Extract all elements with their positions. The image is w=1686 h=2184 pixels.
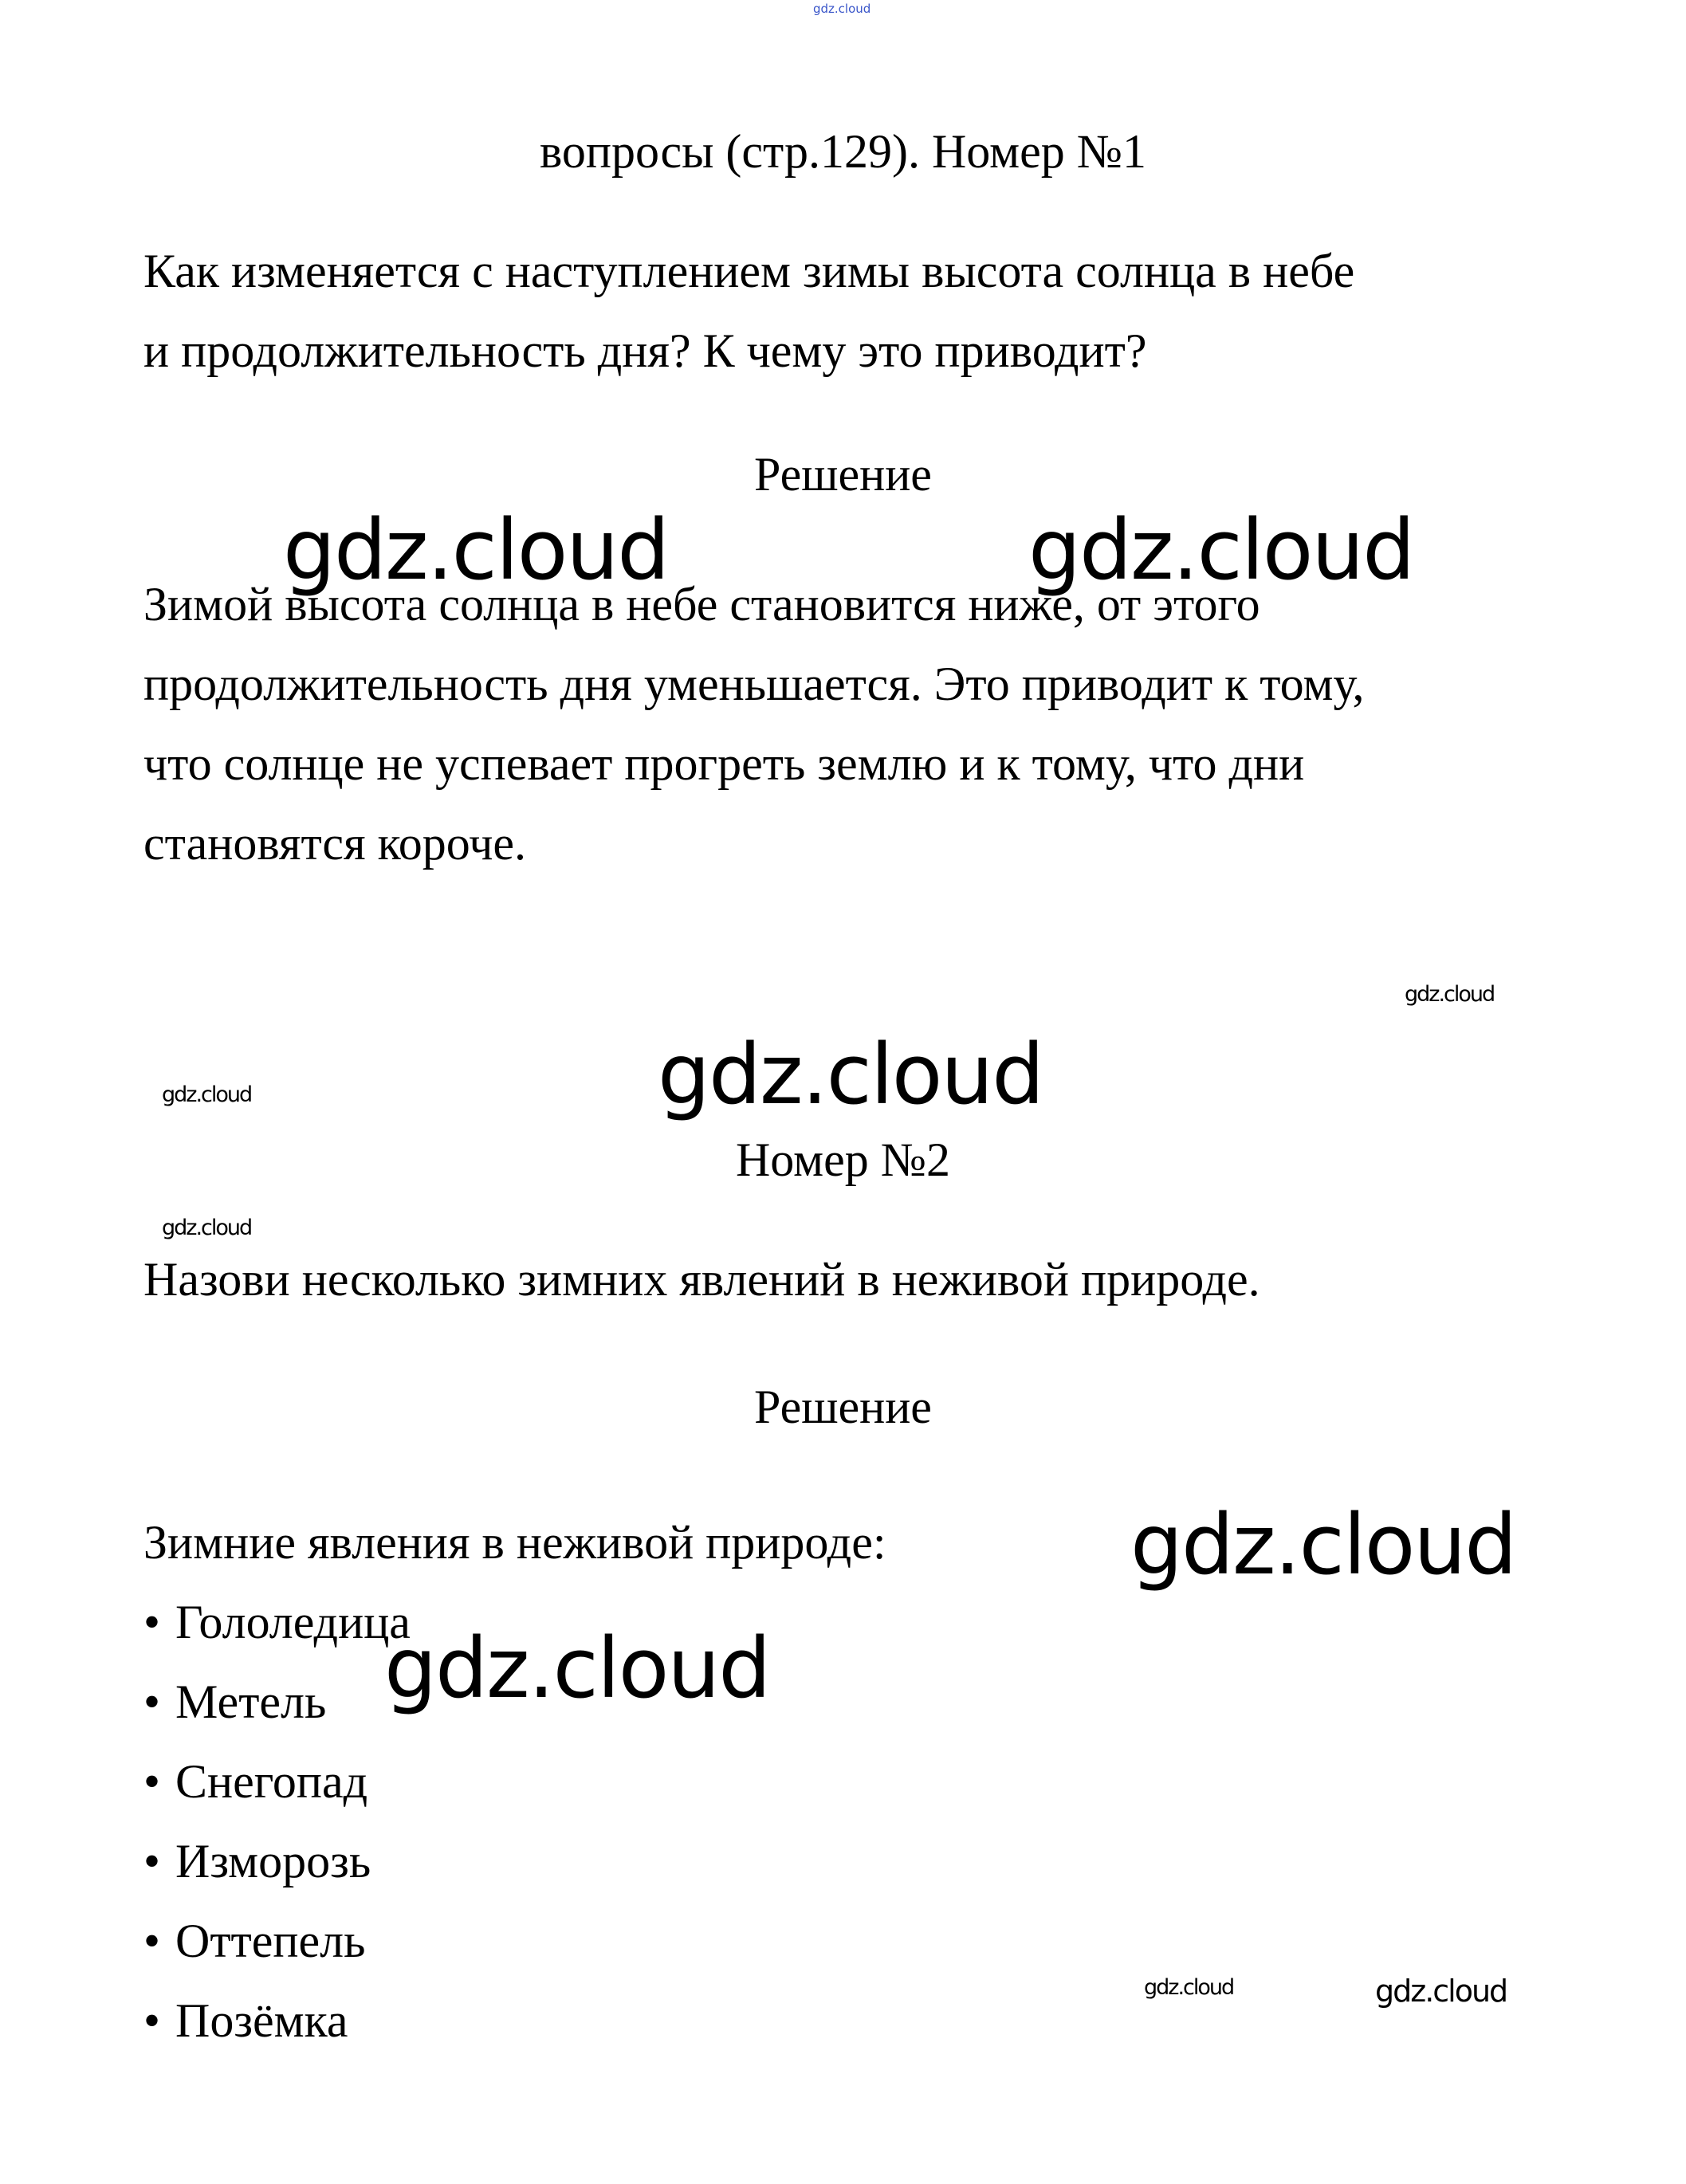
solution-2-label: Решение xyxy=(754,1381,932,1433)
list-item-label: Снегопад xyxy=(175,1755,368,1808)
answer-1-line-3: что солнце не успевает прогреть землю и к тому, что дни xyxy=(143,737,1305,790)
answer-1-line-2: продолжительность дня уменьшается. Это приводит к тому, xyxy=(143,658,1365,710)
watermark-1: gdz.cloud xyxy=(283,501,669,599)
question-2-text: Назови несколько зимних явлений в неживой природе. xyxy=(143,1253,1260,1306)
watermark-2: gdz.cloud xyxy=(1028,501,1414,599)
watermark-10: gdz.cloud xyxy=(1375,1974,1507,2009)
question-2-header: Номер №2 xyxy=(735,1133,951,1186)
answer-1-line-1: Зимой высота солнца в небе становится ниже, от этого xyxy=(143,578,1260,630)
answer-1-text xyxy=(143,564,1578,883)
list-item xyxy=(143,1742,411,1821)
bullet-icon: • xyxy=(143,1915,161,1967)
list-item-label: Изморозь xyxy=(175,1835,371,1887)
answer-2-intro: Зимние явления в неживой природе: xyxy=(143,1516,886,1569)
watermark-4: gdz.cloud xyxy=(658,1026,1043,1123)
winter-phenomena-list xyxy=(143,1582,411,2060)
list-item-label: Гололедица xyxy=(175,1596,411,1648)
watermark-8: gdz.cloud xyxy=(384,1620,770,1717)
list-item-label: Метель xyxy=(175,1675,327,1728)
bullet-icon: • xyxy=(143,1835,161,1887)
list-item-label: Позёмка xyxy=(175,1994,348,2047)
list-item xyxy=(143,1901,411,1981)
list-item xyxy=(143,1662,411,1742)
bullet-icon: • xyxy=(143,1994,161,2047)
list-item xyxy=(143,1582,411,1662)
watermark-6: gdz.cloud xyxy=(162,1216,252,1240)
answer-1-line-4: становятся короче. xyxy=(143,817,526,870)
watermark-7: gdz.cloud xyxy=(1130,1496,1516,1593)
question-1-text xyxy=(143,231,1578,391)
solution-1-label: Решение xyxy=(754,448,932,501)
watermark-5: gdz.cloud xyxy=(162,1082,252,1107)
list-item-label: Оттепель xyxy=(175,1915,366,1967)
bullet-icon: • xyxy=(143,1596,161,1648)
watermark-3: gdz.cloud xyxy=(1405,982,1495,1007)
watermark-top: gdz.cloud xyxy=(813,2,871,16)
list-item xyxy=(143,1821,411,1901)
bullet-icon: • xyxy=(143,1675,161,1728)
watermark-9: gdz.cloud xyxy=(1144,1975,1234,2000)
bullet-icon: • xyxy=(143,1755,161,1808)
question-1-line-2: и продолжительность дня? К чему это приводит? xyxy=(143,324,1147,377)
question-1-header: вопросы (стр.129). Номер №1 xyxy=(539,125,1147,178)
question-1-line-1: Как изменяется с наступлением зимы высота солнца в небе xyxy=(143,245,1355,297)
list-item xyxy=(143,1981,411,2060)
